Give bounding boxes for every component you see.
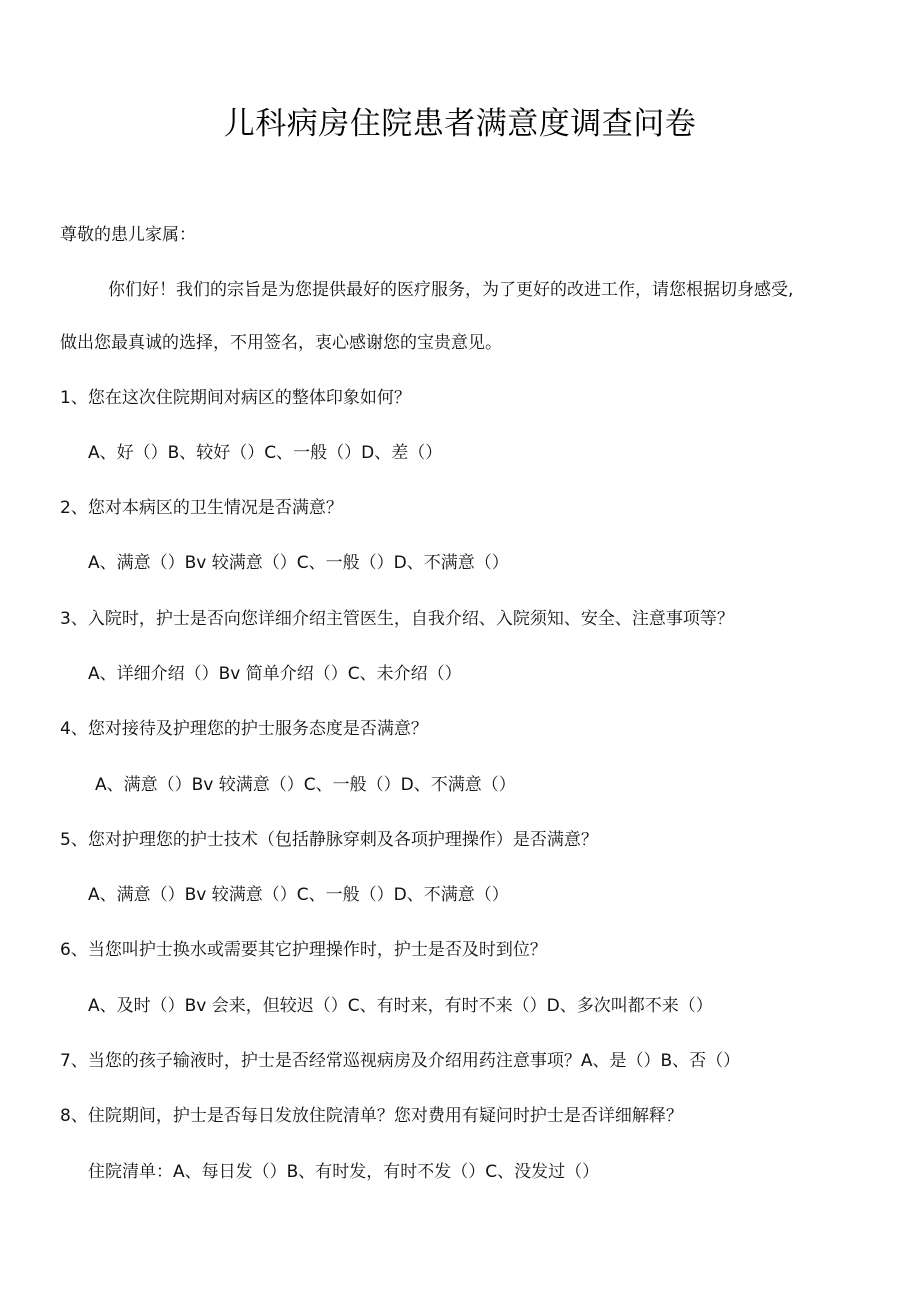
question-2: 2、您对本病区的卫生情况是否满意？: [60, 498, 343, 518]
question-2-options: A、满意（）Bv 较满意（）C、一般（）D、不满意（）: [88, 553, 509, 573]
question-5: 5、您对护理您的护士技术（包括静脉穿刺及各项护理操作）是否满意？: [60, 830, 598, 850]
question-7: 7、当您的孩子输液时，护士是否经常巡视病房及介绍用药注意事项？A、是（）B、否（）: [60, 1051, 741, 1071]
question-3: 3、入院时，护士是否向您详细介绍主管医生，自我介绍、入院须知、安全、注意事项等？: [60, 609, 734, 629]
question-5-options: A、满意（）Bv 较满意（）C、一般（）D、不满意（）: [88, 885, 509, 905]
question-3-options: A、详细介绍（）Bv 简单介绍（）C、未介绍（）: [88, 664, 462, 684]
question-1: 1、您在这次住院期间对病区的整体印象如何？: [60, 388, 411, 408]
question-6-options: A、及时（）Bv 会来，但较迟（）C、有时来，有时不来（）D、多次叫都不来（）: [88, 996, 713, 1016]
page-title: 儿科病房住院患者满意度调查问卷: [223, 106, 697, 142]
question-6: 6、当您叫护士换水或需要其它护理操作时，护士是否及时到位？: [60, 940, 547, 960]
salutation: 尊敬的患儿家属：: [60, 225, 196, 245]
question-1-options: A、好（）B、较好（）C、一般（）D、差（）: [88, 443, 443, 463]
question-4-options: A、满意（）Bv 较满意（）C、一般（）D、不满意（）: [95, 775, 516, 795]
question-8: 8、住院期间，护士是否每日发放住院清单？您对费用有疑问时护士是否详细解释？: [60, 1106, 683, 1126]
question-8-options: 住院清单：A、每日发（）B、有时发，有时不发（）C、没发过（）: [88, 1162, 600, 1182]
question-4: 4、您对接待及护理您的护士服务态度是否满意？: [60, 719, 428, 739]
intro-line-2: 做出您最真诚的选择，不用签名，衷心感谢您的宝贵意见。: [60, 333, 502, 353]
intro-line-1: 你们好！我们的宗旨是为您提供最好的医疗服务，为了更好的改进工作，请您根据切身感受,: [108, 280, 794, 300]
